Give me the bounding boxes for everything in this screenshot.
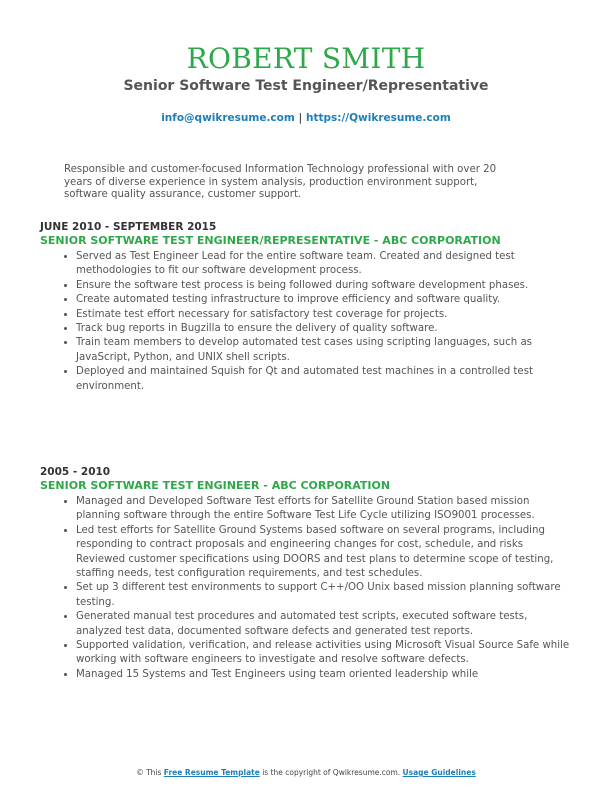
list-item: • Set up 3 different test environments to support C++/OO Unix based mission planning software testing. [76,581,570,610]
job-date: 2005 - 2010 [40,466,111,478]
list-item: • Managed 15 Systems and Test Engineers using team oriented leadership while [76,668,570,682]
summary-paragraph: Responsible and customer-focused Information Technology professional with over 20 years of diverse experience in system analysis, production environment support, software quality assurance, customer support. [64,164,497,201]
candidate-title: Senior Software Test Engineer/Representative [123,78,489,94]
list-item: • Generated manual test procedures and automated test scripts, executed software tests, analyzed test data, documented software defects and generated test reports. [76,610,570,639]
list-item: • Led test efforts for Satellite Ground Systems based software on several programs, including responding to contract proposals and engineering changes for cost, schedule, and risks Reviewed customer specifications using DOORS and test plans to determine scope of testing, staffing needs, test configuration requirements, and test schedules. [76,524,570,582]
list-item: • Ensure the software test process is being followed during software development phases. [76,279,570,293]
job-role: SENIOR SOFTWARE TEST ENGINEER/REPRESENTATIVE - ABC CORPORATION [40,234,501,247]
job-entry-2 [40,466,570,682]
job-role: SENIOR SOFTWARE TEST ENGINEER - ABC CORPORATION [40,479,391,492]
footer [0,768,612,777]
contact-line [0,112,612,124]
website-link[interactable]: https://Qwikresume.com [305,112,451,124]
candidate-name: ROBERT SMITH [186,42,426,75]
footer-prefix: © This [136,768,162,777]
list-item: • Deployed and maintained Squish for Qt and automated test machines in a controlled test environment. [76,365,570,394]
list-item: • Train team members to develop automated test cases using scripting languages, such as JavaScript, Python, and UNIX shell scripts. [76,336,570,365]
contact-separator: | [298,112,303,124]
footer-copyright: is the copyright of Qwikresume.com. [262,768,401,777]
job-bullets [40,250,570,394]
job-date: JUNE 2010 - SEPTEMBER 2015 [40,221,217,233]
list-item: • Supported validation, verification, and release activities using Microsoft Visual Source Safe while working with software engineers to investigate and resolve software defects. [76,639,570,668]
list-item: • Estimate test effort necessary for satisfactory test coverage for projects. [76,308,570,322]
list-item: • Create automated testing infrastructure to improve efficiency and software quality. [76,293,570,307]
usage-guidelines-link[interactable]: Usage Guidelines [402,768,476,777]
list-item: • Managed and Developed Software Test efforts for Satellite Ground Station based mission planning software through the entire Software Test Life Cycle utilizing ISO9001 processes. [76,495,570,524]
free-resume-template-link[interactable]: Free Resume Template [163,768,260,777]
list-item: • Served as Test Engineer Lead for the entire software team. Created and designed test methodologies to fit our software development process. [76,250,570,279]
list-item: • Track bug reports in Bugzilla to ensure the delivery of quality software. [76,322,570,336]
job-bullets [40,495,570,682]
job-entry-1 [40,221,570,394]
email-link[interactable]: info@qwikresume.com [161,112,295,124]
